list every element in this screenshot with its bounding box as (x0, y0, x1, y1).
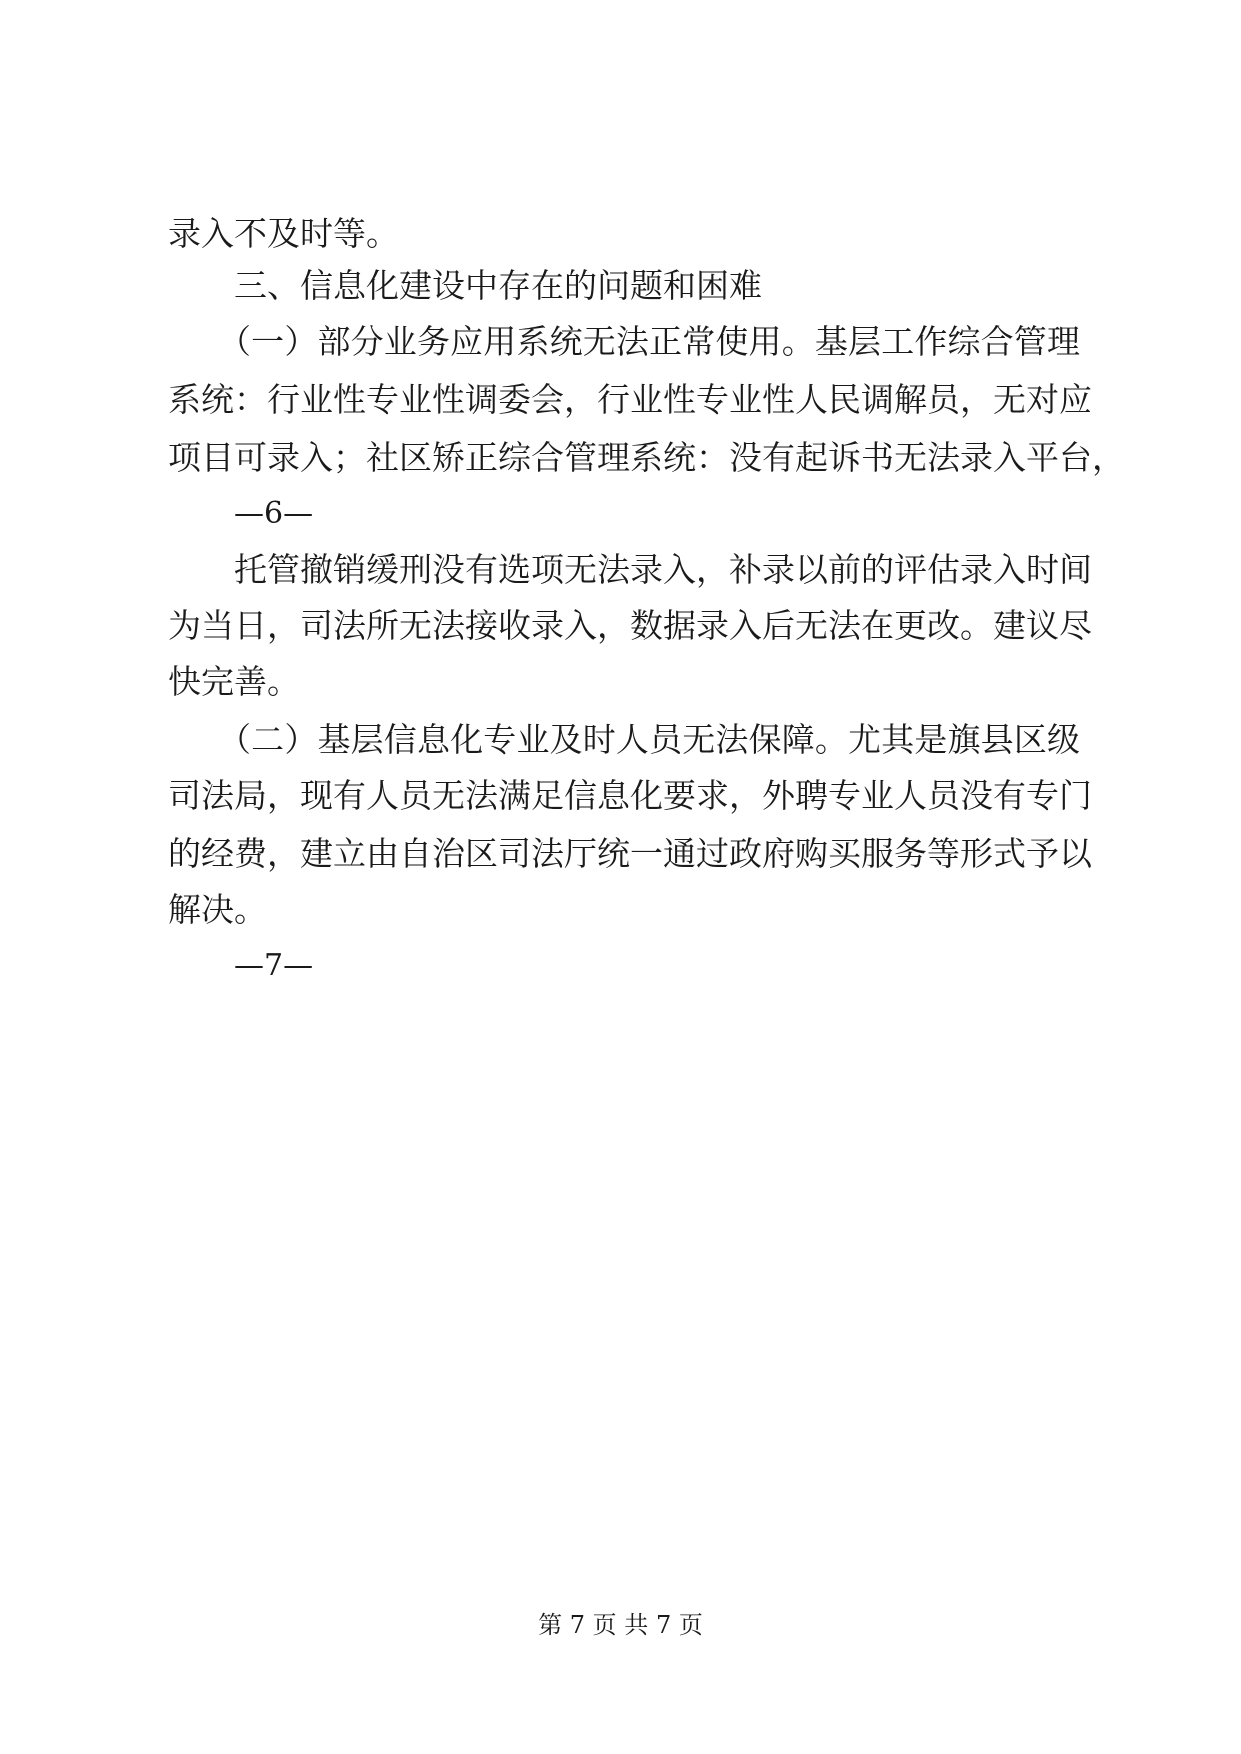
item1-cont-line-2: 为当日，司法所无法接收录入，数据录入后无法在更改。建议尽 (168, 606, 1092, 645)
item2-line-2: 司法局，现有人员无法满足信息化要求，外聘专业人员没有专门 (168, 776, 1092, 815)
page-footer-indicator: 第 7 页 共 7 页 (538, 1611, 703, 1639)
section-heading-3: 三、信息化建设中存在的问题和困难 (234, 266, 762, 305)
item1-cont-line-1: 托管撤销缓刑没有选项无法录入，补录以前的评估录入时间 (234, 550, 1092, 589)
page-mark-6: —6— (234, 496, 314, 531)
item2-line-4: 解决。 (168, 890, 267, 929)
item1-line-3: 项目可录入；社区矫正综合管理系统：没有起诉书无法录入平台， (168, 438, 1125, 477)
page-mark-7: —7— (234, 948, 314, 983)
item2-line-3: 的经费，建立由自治区司法厅统一通过政府购买服务等形式予以 (168, 834, 1092, 873)
item1-line-1: （一）部分业务应用系统无法正常使用。基层工作综合管理 (218, 322, 1080, 361)
item1-cont-line-3: 快完善。 (168, 662, 300, 701)
paragraph-continuation-line-1: 录入不及时等。 (168, 214, 399, 253)
item1-line-2: 系统：行业性专业性调委会，行业性专业性人民调解员，无对应 (168, 380, 1092, 419)
item2-line-1: （二）基层信息化专业及时人员无法保障。尤其是旗县区级 (218, 720, 1080, 759)
